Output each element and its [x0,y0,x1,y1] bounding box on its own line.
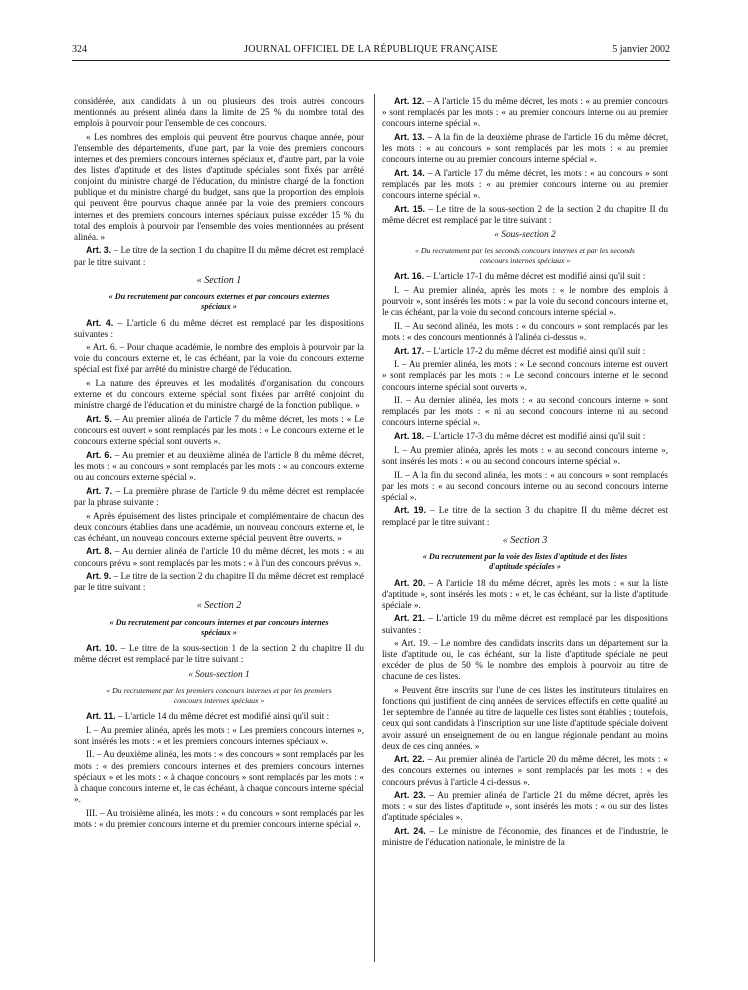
paragraph-text: – Le titre de la sous-section 2 de la section 2 du chapitre II du même décret est remplacé par le titre suivant : [382,203,668,225]
paragraph-text: « La nature des épreuves et les modalités d'organisation du concours externe et du concours externe spécial sont fixées par arrêté conjoint du ministre chargé de l'éducation et du ministre chargé de la fonction publique. » [74,378,364,411]
article-number: Art. 20. [394,577,426,588]
paragraph [382,638,668,682]
article-number: Art. 19. [394,505,426,516]
paragraph-text: – Le titre de la section 3 du chapitre II du même décret est remplacé par le titre suivant : [382,505,669,527]
subsection-title: « Du recrutement par les premiers concours internes et par les premiers concours internes spéciaux » [106,685,332,705]
paragraph-text: – L'article 19 du même décret est remplacé par les dispositions suivantes : [382,613,668,635]
article-number: Art. 9. [86,571,112,582]
article-paragraph [74,318,364,340]
paragraph-text: – Le titre de la sous-section 1 de la section 2 du chapitre II du même décret est remplacé par le titre suivant : [74,643,364,665]
paragraph [382,395,668,428]
article-number: Art. 14. [394,167,425,178]
article-paragraph [74,245,364,267]
section-heading: « Section 1 [196,274,242,286]
article-paragraph [74,486,364,508]
paragraph-text: II. – Au second alinéa, les mots : « du concours » sont remplacés par les mots : « des concours mentionnés à l'alinéa ci-dessus ». [382,320,668,342]
section-title: « Du recrutement par concours externes et par concours externes spéciaux » [108,291,330,312]
paragraph-text: – A l'article 17 du même décret, les mots : « au concours » sont remplacés par les mots : « au premier concours interne ou au premier concours interne spécial ». [382,167,668,200]
paragraph-text: « Après épuisement des listes principale et complémentaire de chacun des deux concours établies dans une académie, un nouveau concours externe et, le cas échéant, un nouveau concours externe spécial peuvent être ouverts. » [74,510,364,543]
right-column [382,96,668,851]
column-divider [374,94,375,962]
article-number: Art. 24. [394,826,426,837]
paragraph-text: – La première phrase de l'article 9 du même décret est remplacée par la phrase suivante : [74,485,364,507]
article-paragraph [74,414,364,447]
article-number: Art. 8. [86,546,112,557]
paragraph [74,511,364,544]
article-paragraph [382,204,668,226]
paragraph-text: – Le ministre de l'économie, des finances et de l'industrie, le ministre de l'éducation nationale, le ministre de la [382,826,668,848]
article-number: Art. 10. [86,643,118,654]
paragraph-text: – Au premier alinéa de l'article 20 du même décret, les mots : « des concours externes ou internes » sont remplacés par les mots : « des concours prévus à l'article 4 ci-dessus ». [382,754,668,787]
paragraph-text: II. – Au dernier alinéa, les mots : « au second concours interne » sont remplacés par les mots : « ni au second concours interne ni au second concours interne spécial ». [382,395,668,428]
paragraph [74,132,364,243]
article-number: Art. 4. [86,317,114,328]
paragraph [74,96,364,129]
paragraph [382,359,668,392]
paragraph-text: – L'article 17-2 du même décret est modifié ainsi qu'il suit : [424,345,646,356]
paragraph-text: – A l'article 18 du même décret, après les mots : « sur la liste d'aptitude », sont insérés les mots : « et, le cas échéant, sur la liste d'aptitude spéciale ». [382,577,668,610]
header-rule [72,60,670,61]
article-number: Art. 17. [394,345,425,356]
article-paragraph [382,613,668,635]
paragraph-text: II. – Au deuxième alinéa, les mots : « des concours » sont remplacés par les mots : « des premiers concours internes et des premiers concours internes spéciaux » et les mots : « à chaque concours » sont remplacés par les mots : « à chaque concours interne et, le cas échéant, à chaque concours interne spécial ». [74,749,364,804]
article-paragraph [382,826,668,848]
article-paragraph [382,431,668,442]
page-header [72,44,670,58]
paragraph-text: I. – Au premier alinéa, les mots : « Le second concours interne est ouvert » sont remplacés par les mots : « Le second concours interne et le second concours interne spécial sont ouverts ». [382,359,668,392]
article-paragraph [382,754,668,787]
section-heading: « Section 2 [196,600,242,612]
paragraph-text: – Le titre de la section 1 du chapitre II du même décret est remplacé par le titre suivant : [74,245,364,267]
paragraph-text: – L'article 14 du même décret est modifié ainsi qu'il suit : [115,711,330,721]
left-column [74,96,364,832]
paragraph [382,321,668,343]
paragraph [74,749,364,804]
page-number: 324 [72,44,87,55]
article-number: Art. 11. [86,711,116,721]
paragraph-text: – Au premier et au deuxième alinéa de l'article 8 du même décret, les mots : « au concours » sont remplacés par les mots : « au concours externe ou au concours externe spécial ». [74,449,364,483]
paragraph-text: I. – Au premier alinéa, après les mots : « Les premiers concours internes », sont insérés les mots : « et les premiers concours internes spéciaux ». [74,724,364,746]
article-paragraph [74,546,364,568]
article-number: Art. 7. [86,485,113,496]
paragraph-text: I. – Au premier alinéa, après les mots : « au second concours interne », sont insérés les mots : « ou au second concours interne spécial ». [382,444,668,466]
article-paragraph [74,571,364,593]
article-paragraph [382,346,668,357]
paragraph-text: – L'article 17-3 du même décret est modifié ainsi qu'il suit : [424,431,646,442]
article-paragraph [74,450,364,483]
article-number: Art. 22. [394,754,425,765]
article-number: Art. 15. [394,203,426,214]
article-paragraph [382,790,668,823]
paragraph [74,378,364,411]
paragraph [382,445,668,467]
journal-title: JOURNAL OFFICIEL DE LA RÉPUBLIQUE FRANÇAISE [244,44,498,55]
paragraph [382,470,668,503]
paragraph-text: – Au dernier alinéa de l'article 10 du même décret, les mots : « au concours prévu » sont remplacés par les mots : « à l'un des concours prévus ». [74,546,365,568]
paragraph-text: – Au premier alinéa de l'article 21 du même décret, après les mots : « sur des listes d'aptitude », sont insérés les mots : « ou sur des listes d'aptitude spéciales ». [382,790,668,823]
paragraph-text: II. – A la fin du second alinéa, les mots : « au concours » sont remplacés par les mots : « au second concours interne ou au second concours interne spécial ». [382,469,668,502]
paragraph-text: I. – Au premier alinéa, après les mots : « le nombre des emplois à pourvoir », sont insérés les mots : « par la voie du second concours interne et, le cas échéant, par la voie du second concours interne spécial ». [382,285,668,318]
paragraph-text: – Le titre de la section 2 du chapitre II du même décret est remplacé par le titre suivant : [74,571,364,593]
paragraph [74,342,364,375]
paragraph-text: – L'article 6 du même décret est remplacé par les dispositions suivantes : [74,317,364,339]
article-paragraph [382,132,668,165]
paragraph [74,725,364,747]
article-paragraph [382,96,668,129]
section-title: « Du recrutement par concours internes et par concours internes spéciaux » [109,617,329,637]
paragraph-text: – L'article 17-1 du même décret est modifié ainsi qu'il suit : [424,271,646,282]
article-number: Art. 6. [86,449,112,460]
article-paragraph [382,578,668,611]
article-number: Art. 5. [86,414,112,425]
subsection-title: « Du recrutement par les seconds concours internes et par les seconds concours internes spéciaux » [415,245,635,266]
paragraph-text: « Art. 19. – Le nombre des candidats inscrits dans un département sur la liste d'aptitude ou, le cas échéant, sur la liste d'aptitude spéciale ne peut excéder de plus de 50 % le nombre des emplois à pourvoir au titre de chacune de ces listes. [382,638,668,682]
article-number: Art. 16. [394,271,425,282]
paragraph-text: – A l'article 15 du même décret, les mots : « au premier concours » sont remplacés par les mots : « au premier concours interne ou au premier concours interne spécial ». [382,96,669,129]
paragraph [382,685,668,752]
paragraph-text: III. – Au troisième alinéa, les mots : « du concours » sont remplacés par les mots : « du premier concours interne et du premier concours interne spécial ». [74,807,364,829]
paragraph-text: considérée, aux candidats à un ou plusieurs des trois autres concours mentionnés au présent alinéa dans la limite de 25 % du nombre total des emplois à pourvoir pour l'ensemble de ces concours. [74,96,364,129]
paragraph-text: – A la fin de la deuxième phrase de l'article 16 du même décret, les mots : « au concours » sont remplacés par les mots : « au premier concours interne ou au premier concours interne spécial ». [382,131,669,165]
article-number: Art. 3. [86,245,112,256]
article-number: Art. 18. [394,431,425,442]
paragraph-text: « Les nombres des emplois qui peuvent être pourvus chaque année, pour l'ensemble des départements, d'une part, par la voie des premiers concours internes et des premiers concours internes spéciaux et, d'autre part, par la voie des listes d'aptitude et des listes d'aptitude spéciales sont fixés par arrêté conjoint du ministre chargé de l'éducation, du ministre chargé de la fonction publique et du ministre chargé du budget, sans que la proportion des emplois qui peuvent être pourvus chaque année par la voie des premiers concours internes et des premiers concours internes spéciaux puisse excéder 15 % du total des emplois à pourvoir par l'ensemble des voies mentionnées au présent alinéa. » [74,131,364,242]
paragraph-text: « Peuvent être inscrits sur l'une de ces listes les instituteurs titulaires en fonctions qui justifient de cinq années de services effectifs en cette qualité au 1er septembre de l'année au titre de laquelle ces listes sont établies ; toutefois, ceux qui sont candidats à l'inscription sur une liste d'aptitude spéciale doivent avoir assuré un enseignement de ou en langue régionale pendant au moins deux de ces cinq années. » [382,685,668,751]
article-paragraph [382,271,668,282]
article-number: Art. 23. [394,790,426,801]
article-number: Art. 12. [394,96,425,106]
paragraph [74,808,364,830]
article-paragraph [382,505,668,527]
publication-date: 5 janvier 2002 [612,44,670,55]
subsection-heading: « Sous-section 1 [188,669,250,680]
paragraph [382,285,668,318]
article-number: Art. 21. [394,613,425,624]
section-heading: « Section 3 [502,534,548,546]
section-title: « Du recrutement par la voie des listes d'aptitude et des listes d'aptitude spéciales » [422,551,628,572]
paragraph-text: « Art. 6. – Pour chaque académie, le nombre des emplois à pourvoir par la voie du concours externe et, le cas échéant, par la voie du concours externe spécial est fixé par arrêté du ministre chargé de l'éducation. [74,342,364,375]
article-number: Art. 13. [394,131,425,142]
article-paragraph [382,168,668,201]
article-paragraph [74,643,364,665]
article-paragraph [74,711,364,722]
subsection-heading: « Sous-section 2 [494,229,556,240]
paragraph-text: – Au premier alinéa de l'article 7 du même décret, les mots : « Le concours est ouvert » sont remplacés par les mots : « Le concours externe et le concours externe spécial sont ouverts ». [74,414,364,447]
